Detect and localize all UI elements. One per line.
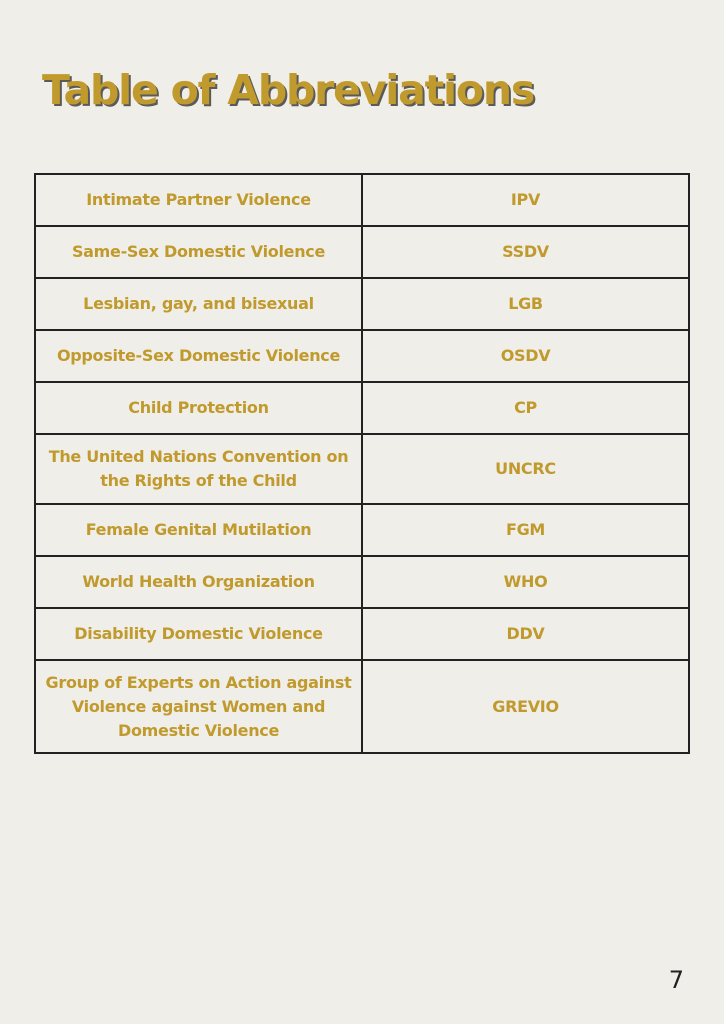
- abbreviation-term: Same-Sex Domestic Violence: [35, 226, 362, 278]
- abbreviation-term: Child Protection: [35, 382, 362, 434]
- abbreviation-term: Lesbian, gay, and bisexual: [35, 278, 362, 330]
- table-row: [35, 556, 689, 608]
- abbreviation-code: FGM: [362, 504, 689, 556]
- table-row: [35, 226, 689, 278]
- abbreviation-code: OSDV: [362, 330, 689, 382]
- abbreviation-term: World Health Organization: [35, 556, 362, 608]
- abbreviations-table: [34, 173, 690, 754]
- table-row: [35, 504, 689, 556]
- abbreviation-code: DDV: [362, 608, 689, 660]
- table-row: [35, 382, 689, 434]
- table-row: [35, 434, 689, 504]
- page-title: Table of Abbreviations: [42, 66, 535, 114]
- table-row: [35, 608, 689, 660]
- table-row: [35, 278, 689, 330]
- table-row: [35, 174, 689, 226]
- table-row: [35, 660, 689, 753]
- abbreviation-code: LGB: [362, 278, 689, 330]
- abbreviation-term: Female Genital Mutilation: [35, 504, 362, 556]
- table-row: [35, 330, 689, 382]
- abbreviation-term: Disability Domestic Violence: [35, 608, 362, 660]
- abbreviation-code: UNCRC: [362, 434, 689, 504]
- abbreviation-code: GREVIO: [362, 660, 689, 753]
- abbreviation-term: The United Nations Convention on the Rights of the Child: [35, 434, 362, 504]
- abbreviation-code: SSDV: [362, 226, 689, 278]
- abbreviation-term: Opposite-Sex Domestic Violence: [35, 330, 362, 382]
- abbreviation-term: Intimate Partner Violence: [35, 174, 362, 226]
- page-number: 7: [668, 966, 684, 994]
- abbreviation-code: CP: [362, 382, 689, 434]
- abbreviation-code: IPV: [362, 174, 689, 226]
- abbreviation-code: WHO: [362, 556, 689, 608]
- abbreviation-term: Group of Experts on Action against Violence against Women and Domestic Violence: [35, 660, 362, 753]
